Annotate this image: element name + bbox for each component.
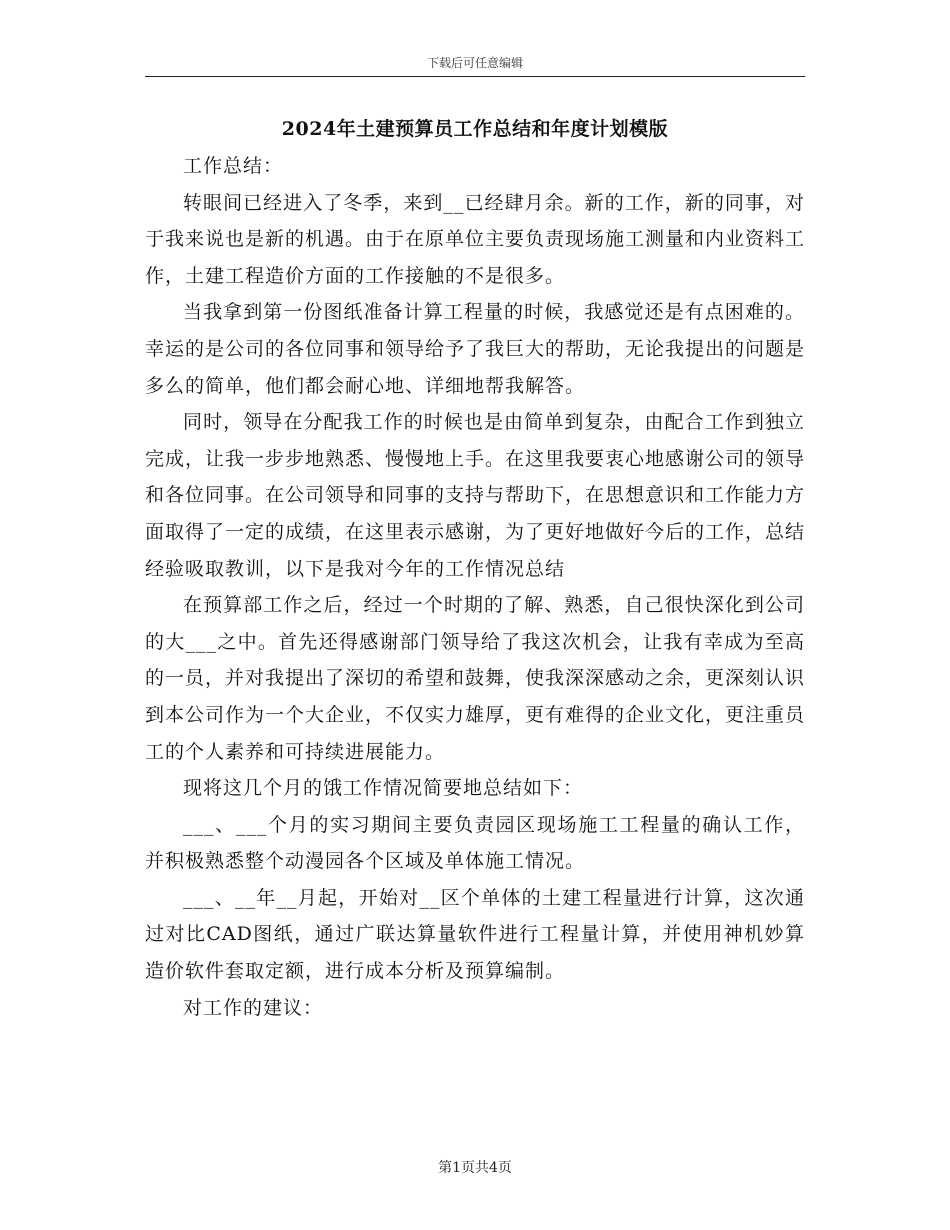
paragraph-section-heading: 工作总结： [183, 155, 284, 177]
header-divider [145, 76, 805, 77]
page-number: 第1页共4页 [438, 1160, 512, 1176]
paragraph: ___、___个月的实习期间主要负责园区现场施工工程量的确认工作，并积极熟悉整个动漫园各个区域及单体施工情况。 [145, 813, 805, 873]
paragraph: 同时，领导在分配我工作的时候也是由简单到复杂，由配合工作到独立完成，让我一步步地熟悉、慢慢地上手。在这里我要衷心地感谢公司的领导和各位同事。在公司领导和同事的支持与帮助下，在思想意识和工作能力方面取得了一定的成绩，在这里表示感谢，为了更好地做好今后的工作，总结经验吸取教训，以下是我对今年的工作情况总结 [145, 411, 806, 580]
paragraph: 当我拿到第一份图纸准备计算工程量的时候，我感觉还是有点困难的。幸运的是公司的各位同事和领导给予了我巨大的帮助，无论我提出的问题是多么的简单，他们都会耐心地、详细地帮我解答。 [145, 301, 806, 397]
paragraph: 在预算部工作之后，经过一个时期的了解、熟悉，自己很快深化到公司的大___之中。首先还得感谢部门领导给了我这次机会，让我有幸成为至高的一员，并对我提出了深切的希望和鼓舞，使我深深感动之余，更深刻认识到本公司作为一个大企业，不仅实力雄厚，更有难得的企业文化，更注重员工的个人素养和可持续进展能力。 [145, 594, 806, 763]
paragraph: ___、__年__月起，开始对__区个单体的土建工程量进行计算，这次通过对比CAD图纸，通过广联达算量软件进行工程量计算，并使用神机妙算造价软件套取定额，进行成本分析及预算编制。 [145, 886, 805, 983]
header-note: 下载后可任意编辑 [426, 56, 523, 70]
paragraph-section-heading: 对工作的建议： [183, 996, 324, 1019]
paragraph: 转眼间已经进入了冬季，来到__已经肆月余。新的工作，新的同事，对于我来说也是新的机遇。由于在原单位主要负责现场施工测量和内业资料工作，土建工程造价方面的工作接触的不是很多。 [145, 191, 806, 287]
document-body [145, 148, 805, 1026]
paragraph: 现将这几个月的饿工作情况简要地总结如下： [183, 777, 584, 800]
document-title: 2024年土建预算员工作总结和年度计划模版 [281, 118, 669, 140]
